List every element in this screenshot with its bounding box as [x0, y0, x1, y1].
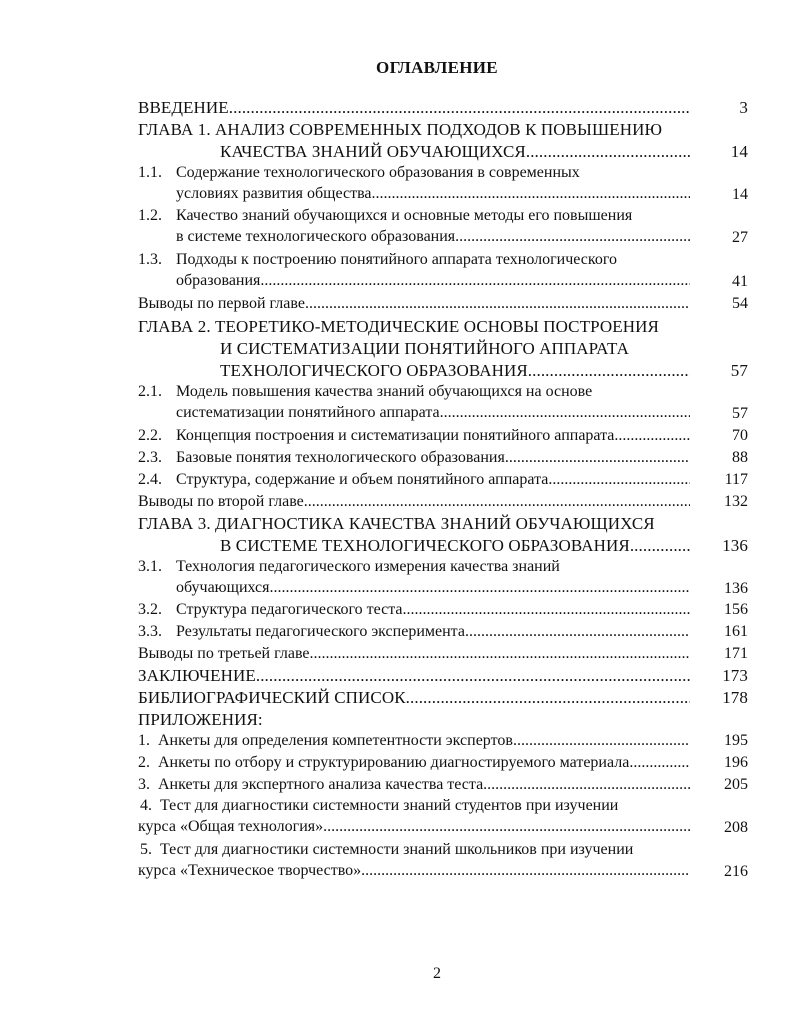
toc-page-number: 171: [724, 645, 748, 662]
toc-entry-chapter-1[interactable]: [138, 120, 748, 162]
toc-entry-title: ГЛАВА 2. ТЕОРЕТИКО-МЕТОДИЧЕСКИЕ ОСНОВЫ ПОСТРОЕНИЯ: [138, 317, 659, 336]
toc-page-number: 132: [724, 493, 748, 510]
toc-entry-title: Выводы по второй главе: [138, 493, 304, 510]
toc-entry-section-1-3[interactable]: [138, 251, 748, 290]
section-number: 2.1.: [138, 383, 162, 400]
leader-dots: [630, 536, 690, 556]
toc-page-number: 161: [724, 623, 748, 640]
toc-page-number: 57: [732, 405, 748, 422]
page-number: 2: [433, 965, 441, 982]
toc-entry-section-3-3[interactable]: [138, 623, 748, 641]
leader-dots: [440, 404, 690, 422]
toc-entry-title: Тест для диагностики системности знаний школьников при изучении: [160, 841, 634, 858]
toc-page-number: 41: [732, 273, 748, 290]
leader-dots: [372, 185, 690, 203]
leader-dots: [270, 579, 690, 597]
toc-entry-section-1-2[interactable]: [138, 207, 748, 246]
toc-page-number: 156: [724, 601, 748, 618]
toc-page-number: 196: [724, 754, 748, 771]
toc-page-number: 136: [724, 580, 748, 597]
toc-entry-conclusions-1[interactable]: [138, 295, 748, 313]
leader-dots: [361, 862, 690, 880]
toc-entry-title: Выводы по первой главе: [138, 295, 305, 312]
leader-dots: [505, 449, 690, 467]
toc-entry-title: Качество знаний обучающихся и основные методы его повышения: [176, 207, 633, 224]
toc-entry-title-cont: В СИСТЕМЕ ТЕХНОЛОГИЧЕСКОГО ОБРАЗОВАНИЯ: [220, 536, 630, 555]
section-number: 2.2.: [138, 427, 162, 444]
toc-page-number: 14: [730, 142, 748, 161]
toc-entry-conclusion[interactable]: [138, 666, 748, 686]
toc-entry-appendix-3[interactable]: [138, 776, 748, 794]
toc-entry-title-cont: курса «Общая технология»: [138, 818, 324, 835]
section-number: 3.1.: [138, 558, 162, 575]
toc-entry-title: Подходы к построению понятийного аппарата технологического: [176, 251, 617, 268]
toc-entry-title: ЗАКЛЮЧЕНИЕ: [138, 666, 256, 685]
leader-dots: [323, 818, 690, 836]
toc-entry-title: Анкеты по отбору и структурированию диагностируемого материала: [158, 754, 630, 771]
toc-entry-title: БИБЛИОГРАФИЧЕСКИЙ СПИСОК: [138, 688, 406, 707]
toc-entry-title: Содержание технологического образования в современных: [176, 164, 580, 181]
toc-entry-section-2-2[interactable]: [138, 427, 748, 445]
leader-dots: [403, 601, 690, 619]
toc-entry-title: Базовые понятия технологического образования: [176, 449, 505, 466]
section-number: 1.3.: [138, 251, 162, 268]
section-number: 3.2.: [138, 601, 162, 618]
toc-entry-conclusions-2[interactable]: [138, 493, 748, 511]
toc-entry-intro[interactable]: [138, 98, 748, 118]
toc-entry-title: Результаты педагогического эксперимента: [176, 623, 465, 640]
leader-dots: [256, 666, 690, 686]
leader-dots: [614, 427, 690, 445]
toc-entry-section-2-4[interactable]: [138, 471, 748, 489]
leader-dots: [406, 688, 690, 708]
section-number: 2.3.: [138, 449, 162, 466]
toc-entry-title-cont: систематизации понятийного аппарата: [176, 404, 440, 421]
toc-entry-conclusions-3[interactable]: [138, 645, 748, 663]
toc-entry-title: Концепция построения и систематизации понятийного аппарата: [176, 427, 615, 444]
appendix-number: 2.: [138, 754, 150, 771]
toc-entry-appendix-4[interactable]: [138, 797, 748, 836]
toc-entry-title: ВВЕДЕНИЕ: [138, 98, 229, 117]
leader-dots: [513, 732, 690, 750]
toc-entry-title-cont: курса «Техническое творчество»: [138, 862, 362, 879]
toc-entry-title: Анкеты для определения компетентности экспертов: [158, 732, 513, 749]
toc-page-number: 54: [732, 295, 748, 312]
toc-entry-title: Структура, содержание и объем понятийного аппарата: [176, 471, 549, 488]
toc-entry-section-3-2[interactable]: [138, 601, 748, 619]
toc-entry-chapter-3[interactable]: [138, 514, 748, 556]
page-title: ОГЛАВЛЕНИЕ: [376, 58, 498, 77]
toc-entry-title: Выводы по третьей главе: [138, 645, 310, 662]
toc-entry-title: Анкеты для экспертного анализа качества теста: [158, 776, 484, 793]
toc-entry-section-3-1[interactable]: [138, 558, 748, 597]
toc-page-number: 208: [724, 819, 748, 836]
section-number: 2.4.: [138, 471, 162, 488]
toc-entry-title-cont: КАЧЕСТВА ЗНАНИЙ ОБУЧАЮЩИХСЯ: [220, 142, 526, 161]
toc-entry-bibliography[interactable]: [138, 688, 748, 708]
toc-entry-section-1-1[interactable]: [138, 164, 748, 203]
appendix-number: 1.: [138, 732, 150, 749]
toc-entry-chapter-2[interactable]: [138, 317, 748, 381]
toc-page-number: 88: [732, 449, 748, 466]
toc-page-number: 173: [722, 666, 748, 685]
toc-entry-title-cont: условиях развития общества: [176, 185, 372, 202]
leader-dots: [310, 645, 691, 663]
leader-dots: [548, 471, 690, 489]
toc-page-number: 14: [732, 186, 748, 203]
toc-page-number: 3: [739, 98, 748, 117]
leader-dots: [455, 228, 690, 246]
leader-dots: [629, 754, 690, 772]
toc-page-number: 205: [724, 776, 748, 793]
toc-entry-section-2-1[interactable]: [138, 383, 748, 422]
toc-page-number: 27: [732, 229, 748, 246]
toc-entry-title: ГЛАВА 3. ДИАГНОСТИКА КАЧЕСТВА ЗНАНИЙ ОБУЧАЮЩИХСЯ: [138, 514, 655, 533]
appendix-number: 3.: [138, 776, 150, 793]
toc-entry-title-cont: ТЕХНОЛОГИЧЕСКОГО ОБРАЗОВАНИЯ: [220, 361, 528, 380]
leader-dots: [528, 361, 690, 381]
toc-entry-section-2-3[interactable]: [138, 449, 748, 467]
leader-dots: [465, 623, 690, 641]
section-number: 1.1.: [138, 164, 162, 181]
toc-page-number: 57: [730, 361, 748, 380]
toc-page-number: 178: [722, 688, 748, 707]
toc-entry-title: Структура педагогического теста: [176, 601, 403, 618]
section-number: 1.2.: [138, 207, 162, 224]
leader-dots: [260, 272, 690, 290]
toc-entry-title-cont: обучающихся: [176, 579, 270, 596]
toc-entry-title: Модель повышения качества знаний обучающихся на основе: [176, 383, 593, 400]
toc-entry-title-cont: в системе технологического образования: [176, 228, 456, 245]
toc-page-number: 216: [724, 863, 748, 880]
toc-page-number: 70: [732, 427, 748, 444]
toc-entry-title: Тест для диагностики системности знаний студентов при изучении: [160, 797, 619, 814]
leader-dots: [305, 295, 690, 313]
toc-page-number: 195: [724, 732, 748, 749]
toc-page-number: 136: [722, 536, 748, 555]
section-number: 3.3.: [138, 623, 162, 640]
toc-entry-appendix-5[interactable]: [138, 841, 748, 880]
toc-entry-title-cont: образования: [176, 272, 261, 289]
leader-dots: [304, 493, 690, 511]
toc-page-number: 117: [724, 471, 748, 488]
leader-dots: [229, 98, 690, 118]
toc-entry-appendix-1[interactable]: [138, 732, 748, 750]
appendix-number: 4.: [140, 797, 152, 814]
appendix-number: 5.: [140, 841, 152, 858]
toc-entry-appendix-2[interactable]: [138, 754, 748, 772]
toc-entry-title: ПРИЛОЖЕНИЯ:: [138, 710, 263, 729]
toc-entry-appendices: [138, 710, 690, 730]
leader-dots: [526, 142, 690, 162]
leader-dots: [483, 776, 690, 794]
toc-entry-title-cont: И СИСТЕМАТИЗАЦИИ ПОНЯТИЙНОГО АППАРАТА: [220, 339, 629, 358]
toc-entry-title: Технология педагогического измерения качества знаний: [176, 558, 560, 575]
toc-entry-title: ГЛАВА 1. АНАЛИЗ СОВРЕМЕННЫХ ПОДХОДОВ К ПОВЫШЕНИЮ: [138, 120, 663, 139]
